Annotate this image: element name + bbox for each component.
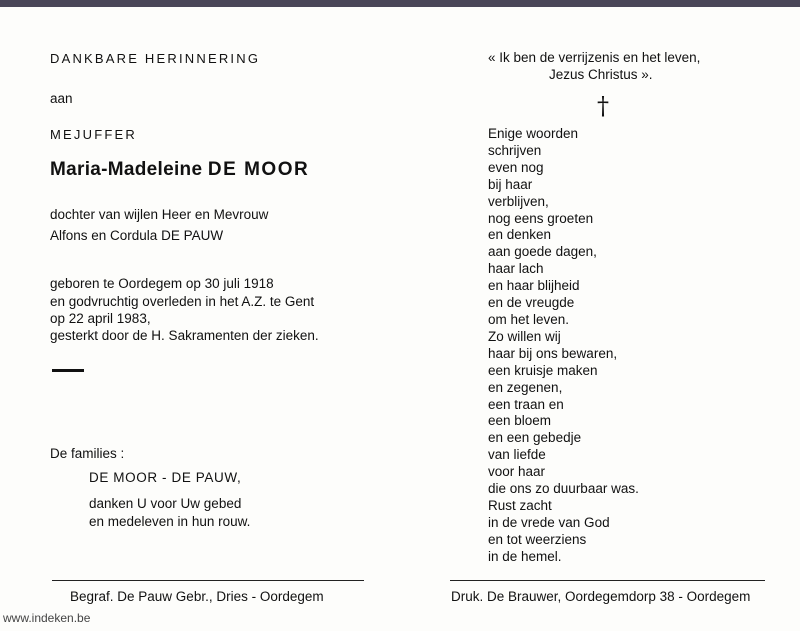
poem-line: Enige woorden <box>488 126 579 141</box>
poem-line: een kruisje maken <box>488 362 598 378</box>
poem-line: en denken <box>488 227 552 243</box>
families-label: De families : <box>50 446 125 461</box>
top-border <box>0 0 800 7</box>
poem <box>488 126 639 566</box>
poem-line: in de vrede van God <box>488 514 610 530</box>
poem-line: Rust zacht <box>488 497 552 513</box>
families-name: DE MOOR - DE PAUW, <box>89 470 242 485</box>
bio-line-4: gesterkt door de H. Sakramenten der zieken. <box>50 328 319 343</box>
poem-line: en de vreugde <box>488 295 575 311</box>
separator-dash <box>52 369 84 372</box>
aan-text: aan <box>50 91 73 106</box>
poem-line: en een gebedje <box>488 430 582 446</box>
latin-cross-icon: † <box>597 92 609 120</box>
thanks-line-1: danken U voor Uw gebed <box>89 496 242 511</box>
card-heading: DANKBARE HERINNERING <box>50 51 261 66</box>
poem-line: Zo willen wij <box>488 328 561 344</box>
poem-line: voor haar <box>488 464 546 480</box>
poem-line: en tot weerziens <box>488 531 587 547</box>
deceased-first-name: Maria-Madeleine <box>50 159 203 180</box>
quote-line-1: « Ik ben de verrijzenis en het leven, <box>488 50 701 65</box>
bio-line-1: geboren te Oordegem op 30 juli 1918 <box>50 276 274 291</box>
poem-line: verblijven, <box>488 193 549 209</box>
poem-line: van liefde <box>488 447 546 463</box>
left-footer: Begraf. De Pauw Gebr., Dries - Oordegem <box>70 589 324 604</box>
thanks-line-2: en medeleven in hun rouw. <box>89 514 251 529</box>
poem-line: een bloem <box>488 413 552 429</box>
poem-line: die ons zo duurbaar was. <box>488 481 639 497</box>
right-footer-rule <box>450 580 765 581</box>
quote-line-2: Jezus Christus ». <box>549 67 653 82</box>
poem-line: een traan en <box>488 396 564 412</box>
poem-line: bij haar <box>488 176 533 192</box>
left-footer-rule <box>52 580 364 581</box>
watermark: www.indeken.be <box>3 611 91 625</box>
poem-line: haar bij ons bewaren, <box>488 345 618 361</box>
poem-line: aan goede dagen, <box>488 244 597 260</box>
bio-line-3: op 22 april 1983, <box>50 311 151 326</box>
poem-line: nog eens groeten <box>488 210 594 226</box>
poem-line: en zegenen, <box>488 379 563 395</box>
poem-line: haar lach <box>488 261 544 277</box>
poem-line: in de hemel. <box>488 548 562 564</box>
poem-line: schrijven <box>488 142 542 158</box>
poem-line: om het leven. <box>488 311 570 327</box>
poem-line: even nog <box>488 159 544 175</box>
bio-line-2: en godvruchtig overleden in het A.Z. te Gent <box>50 294 315 309</box>
title-text: MEJUFFER <box>50 127 137 142</box>
parents-line-2: Alfons en Cordula DE PAUW <box>50 228 224 243</box>
poem-line: en haar blijheid <box>488 278 580 294</box>
deceased-name <box>50 159 310 180</box>
parents-line-1: dochter van wijlen Heer en Mevrouw <box>50 207 269 222</box>
deceased-last-name: DE MOOR <box>207 159 310 180</box>
right-footer: Druk. De Brauwer, Oordegemdorp 38 - Oordegem <box>451 589 751 604</box>
